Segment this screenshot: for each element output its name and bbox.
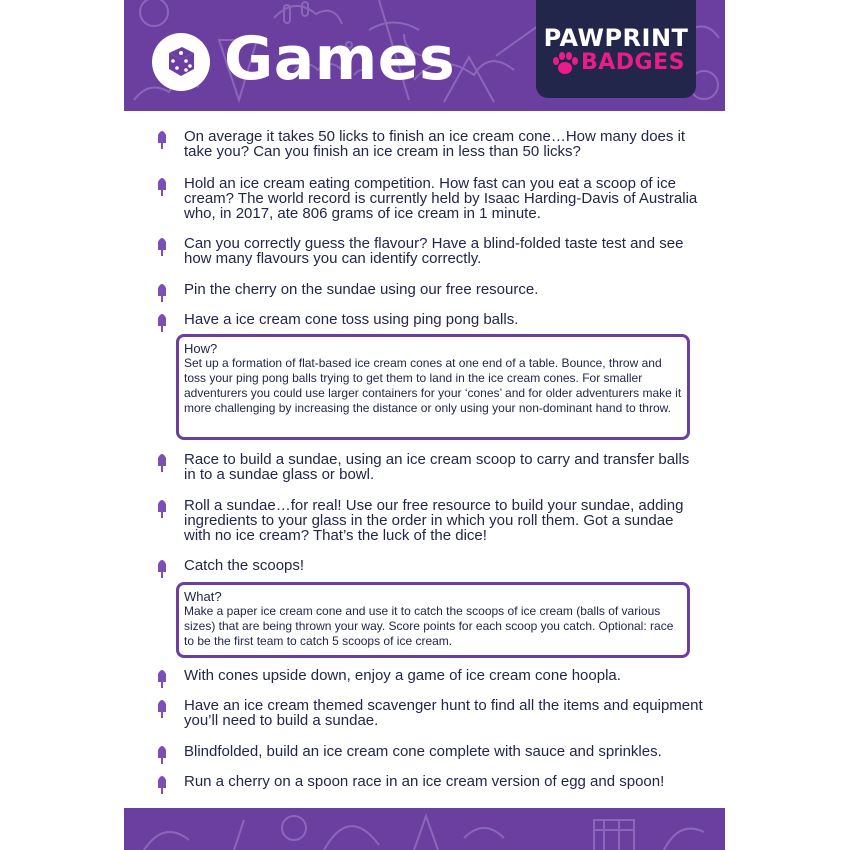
logo-text-bottom: BADGES [581, 50, 685, 75]
activity-text: On average it takes 50 licks to finish an ice cream cone…How many does it take you? Can you finish an ice cream in less than 50 licks? [184, 128, 686, 160]
activity-text: Race to build a sundae, using an ice cream scoop to carry and transfer balls in to a sundae glass or bowl. [184, 451, 690, 483]
ice-cream-doodle-pattern [124, 808, 725, 850]
activity-text: Roll a sundae…for real! Use our free resource to build your sundae, adding ingredients to your glass in the order in which you roll them. Got a sundae with no ice cream? That’s the luck of the dice! [184, 497, 684, 544]
ice-lolly-icon [157, 698, 167, 718]
header-banner [124, 0, 725, 111]
ice-lolly-icon [157, 774, 167, 794]
activity-item [184, 282, 704, 297]
paw-icon [552, 52, 578, 76]
dice-icon [152, 33, 210, 91]
ice-lolly-icon [157, 452, 167, 472]
box-title: What? [184, 589, 222, 604]
activity-item [184, 498, 704, 543]
ice-lolly-icon [157, 668, 167, 688]
activity-text: Hold an ice cream eating competition. How fast can you eat a scoop of ice cream? The world record is currently held by Isaac Harding-Davis of Australia who, in 2017, ate 806 grams of ice cream in 1 minute. [184, 175, 698, 222]
ice-lolly-icon [157, 236, 167, 256]
activity-item [184, 176, 704, 221]
ice-lolly-icon [157, 498, 167, 518]
ice-lolly-icon [157, 558, 167, 578]
ice-lolly-icon [157, 129, 167, 149]
activity-text: With cones upside down, enjoy a game of ice cream cone hoopla. [184, 667, 621, 684]
activity-text: Run a cherry on a spoon race in an ice cream version of egg and spoon! [184, 773, 665, 790]
activity-text: Can you correctly guess the flavour? Have a blind-folded taste test and see how many flavours you can identify correctly. [184, 235, 684, 267]
activity-item [184, 668, 704, 683]
box-text: Make a paper ice cream cone and use it to catch the scoops of ice cream (balls of various sizes) that are being thrown your way. Score points for each scoop you catch. Optional: race to be the first team to catch 5 scoops of ice cream. [184, 604, 674, 648]
box-text: Set up a formation of flat-based ice cream cones at one end of a table. Bounce, throw and toss your ping pong balls trying to get them to land in the ice cream cones. For smaller adventurers you could use larger containers for your ‘cones’ and for older adventurers make it more challenging by increasing the distance or only using your non-dominant hand to throw. [184, 356, 682, 415]
activity-item [184, 744, 704, 759]
activity-item [184, 236, 704, 266]
activity-item [184, 558, 704, 573]
games-page [124, 0, 725, 850]
how-to-box [176, 334, 690, 440]
activity-text: Catch the scoops! [184, 557, 305, 574]
ice-lolly-icon [157, 176, 167, 196]
activity-item [184, 774, 704, 789]
ice-lolly-icon [157, 282, 167, 302]
ice-lolly-icon [157, 312, 167, 332]
activity-item [184, 312, 704, 327]
activity-item [184, 129, 704, 159]
activity-item [184, 452, 704, 482]
what-box [176, 582, 690, 658]
footer-banner [124, 808, 725, 850]
activity-text: Have a ice cream cone toss using ping pong balls. [184, 311, 519, 328]
page-title: Games [224, 24, 456, 94]
activity-text: Pin the cherry on the sundae using our free resource. [184, 281, 539, 298]
logo-text-top: PAWPRINT [543, 24, 689, 52]
activity-text: Blindfolded, build an ice cream cone complete with sauce and sprinkles. [184, 743, 662, 760]
activity-text: Have an ice cream themed scavenger hunt to find all the items and equipment you’ll need to build a sundae. [184, 697, 703, 729]
pawprint-badges-logo [536, 0, 696, 98]
ice-lolly-icon [157, 744, 167, 764]
box-title: How? [184, 341, 218, 356]
activity-item [184, 698, 704, 728]
